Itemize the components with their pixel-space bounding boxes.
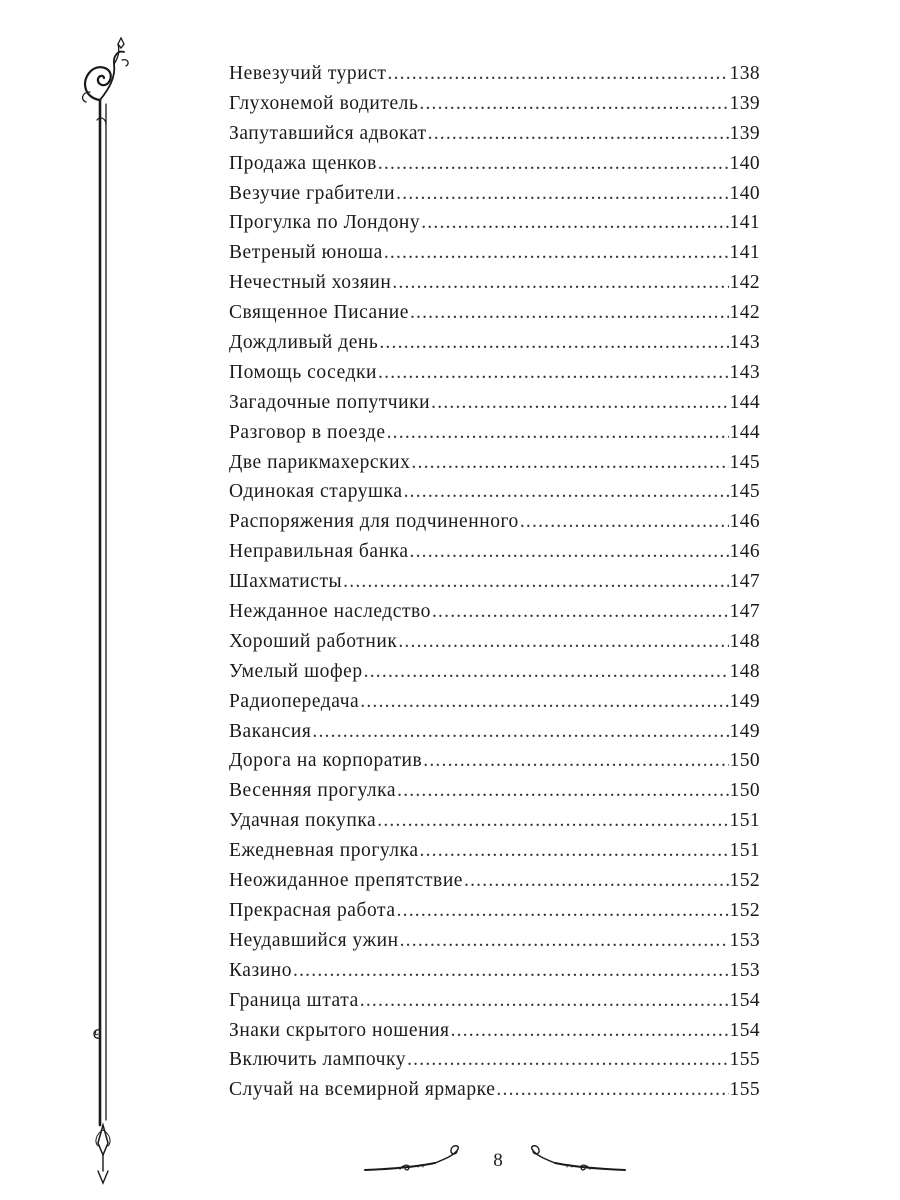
toc-entry-title: Прекрасная работа: [229, 899, 396, 921]
toc-entry-page: 146: [729, 511, 760, 533]
toc-entry-title: Нечестный хозяин: [229, 272, 392, 294]
toc-entry-page: 154: [729, 989, 760, 1011]
bottom-flourish-icon: [96, 1125, 110, 1183]
toc-entry-title: Граница штата: [229, 989, 359, 1011]
toc-entry-title: Одинокая старушка: [229, 481, 403, 503]
toc-entry-page: 149: [729, 720, 760, 742]
dot-leader: [360, 687, 728, 717]
dot-leader: [343, 567, 728, 597]
toc-entry-page: 155: [729, 1049, 760, 1071]
toc-entry-page: 138: [729, 63, 760, 84]
toc-entry: [229, 388, 760, 418]
dot-leader: [397, 776, 728, 806]
toc-entry-title: Неправильная банка: [229, 541, 409, 563]
toc-entry-title: Случай на всемирной ярмарке: [229, 1079, 496, 1101]
toc-entry-title: Знаки скрытого ношения: [229, 1019, 450, 1041]
dot-leader: [496, 1075, 728, 1105]
toc-entry: [229, 687, 760, 717]
toc-entry-page: 142: [729, 302, 760, 324]
toc-entry-title: Казино: [229, 959, 293, 981]
dot-leader: [464, 866, 729, 896]
dot-leader: [451, 1016, 729, 1046]
toc-entry-title: Продажа щенков: [229, 152, 377, 174]
dot-leader: [312, 717, 728, 747]
dot-leader: [293, 956, 729, 986]
toc-entry: [229, 896, 760, 926]
dot-leader: [410, 298, 729, 328]
toc-entry: [229, 866, 760, 896]
toc-entry-title: Неожиданное препятствие: [229, 870, 464, 892]
dot-leader: [423, 746, 728, 776]
dot-leader: [392, 268, 728, 298]
dot-leader: [410, 537, 729, 567]
toc-entry-page: 139: [729, 122, 760, 144]
toc-entry: [229, 657, 760, 687]
toc-entry-page: 152: [729, 870, 760, 892]
toc-entry-page: 147: [729, 571, 760, 593]
dot-leader: [379, 328, 728, 358]
toc-entry-title: Везучие грабители: [229, 182, 396, 204]
toc-entry-page: 143: [729, 332, 760, 354]
toc-entry: [229, 507, 760, 537]
swirl-flourish-icon: [365, 1146, 458, 1170]
toc-entry: [229, 1075, 760, 1105]
table-of-contents: [229, 59, 760, 1105]
toc-entry-title: Вакансия: [229, 720, 312, 742]
page-number: 8: [493, 1150, 503, 1171]
dot-leader: [420, 836, 729, 866]
toc-entry-title: Помощь соседки: [229, 361, 378, 383]
toc-entry-title: Прогулка по Лондону: [229, 212, 421, 234]
toc-entry-title: Удачная покупка: [229, 810, 377, 832]
dot-leader: [388, 59, 729, 89]
toc-entry-page: 144: [729, 391, 760, 413]
toc-entry-title: Две парикмахерских: [229, 451, 411, 473]
toc-entry: [229, 208, 760, 238]
toc-entry-title: Разговор в поезде: [229, 421, 386, 443]
toc-entry-title: Радиопередача: [229, 690, 360, 712]
toc-entry-title: Весенняя прогулка: [229, 780, 397, 802]
toc-entry-title: Нежданное наследство: [229, 601, 431, 623]
dot-leader: [407, 1045, 728, 1075]
toc-entry: [229, 806, 760, 836]
dot-leader: [421, 208, 728, 238]
toc-entry: [229, 746, 760, 776]
toc-entry: [229, 268, 760, 298]
toc-entry-page: 147: [729, 601, 760, 623]
toc-entry-title: Невезучий турист: [229, 63, 387, 84]
toc-entry-page: 148: [729, 660, 760, 682]
toc-entry-page: 153: [729, 929, 760, 951]
dot-leader: [378, 149, 729, 179]
toc-entry-page: 143: [729, 361, 760, 383]
toc-entry-page: 142: [729, 272, 760, 294]
dot-leader: [384, 238, 729, 268]
toc-entry-page: 150: [729, 750, 760, 772]
toc-entry: [229, 89, 760, 119]
toc-entry: [229, 238, 760, 268]
toc-entry-page: 154: [729, 1019, 760, 1041]
toc-entry-title: Дорога на корпоратив: [229, 750, 423, 772]
toc-entry-page: 141: [729, 242, 760, 264]
swirl-flourish-icon: [532, 1146, 625, 1170]
toc-entry: [229, 418, 760, 448]
toc-entry: [229, 926, 760, 956]
toc-entry-title: Распоряжения для подчиненного: [229, 511, 519, 533]
toc-entry: [229, 836, 760, 866]
toc-entry: [229, 1016, 760, 1046]
toc-entry-page: 149: [729, 690, 760, 712]
toc-entry-page: 146: [729, 541, 760, 563]
dot-leader: [360, 986, 729, 1016]
toc-entry-title: Священное Писание: [229, 302, 409, 324]
toc-entry-title: Включить лампочку: [229, 1049, 407, 1071]
toc-entry: [229, 119, 760, 149]
toc-entry-page: 153: [729, 959, 760, 981]
dot-leader: [377, 806, 728, 836]
scroll-flourish-icon: [83, 38, 129, 102]
toc-entry: [229, 448, 760, 478]
dot-leader: [387, 418, 729, 448]
toc-entry: [229, 358, 760, 388]
toc-entry-page: 139: [729, 92, 760, 114]
dot-leader: [428, 119, 729, 149]
toc-entry: [229, 59, 760, 89]
dot-leader: [411, 448, 728, 478]
toc-entry: [229, 1045, 760, 1075]
left-border-ornament: [70, 30, 140, 1200]
dot-leader: [364, 657, 729, 687]
toc-entry: [229, 717, 760, 747]
toc-entry: [229, 567, 760, 597]
toc-entry: [229, 149, 760, 179]
toc-entry-page: 150: [729, 780, 760, 802]
toc-entry: [229, 537, 760, 567]
toc-entry-page: 140: [729, 182, 760, 204]
toc-entry: [229, 179, 760, 209]
toc-entry-page: 148: [729, 630, 760, 652]
toc-entry-title: Ветреный юноша: [229, 242, 383, 264]
toc-entry-title: Дождливый день: [229, 332, 379, 354]
toc-entry: [229, 776, 760, 806]
toc-entry-title: Хороший работник: [229, 630, 398, 652]
dot-leader: [378, 358, 729, 388]
toc-entry: [229, 298, 760, 328]
dot-leader: [400, 926, 729, 956]
toc-entry: [229, 328, 760, 358]
toc-entry-page: 145: [729, 451, 760, 473]
toc-entry-page: 155: [729, 1079, 760, 1101]
toc-entry-title: Умелый шофер: [229, 660, 363, 682]
toc-entry-page: 145: [729, 481, 760, 503]
toc-entry-title: Загадочные попутчики: [229, 391, 431, 413]
dot-leader: [397, 896, 729, 926]
toc-entry-page: 141: [729, 212, 760, 234]
toc-entry-title: Запутавшийся адвокат: [229, 122, 427, 144]
toc-entry-page: 152: [729, 899, 760, 921]
dot-leader: [396, 179, 728, 209]
toc-entry-page: 151: [729, 840, 760, 862]
dot-leader: [404, 477, 729, 507]
toc-entry-title: Шахматисты: [229, 571, 343, 593]
dot-leader: [520, 507, 729, 537]
toc-entry-title: Ежедневная прогулка: [229, 840, 419, 862]
dot-leader: [398, 627, 728, 657]
toc-entry: [229, 956, 760, 986]
toc-entry-page: 140: [729, 152, 760, 174]
dot-leader: [432, 597, 729, 627]
toc-entry: [229, 627, 760, 657]
toc-entry: [229, 986, 760, 1016]
toc-entry-page: 151: [729, 810, 760, 832]
toc-entry: [229, 477, 760, 507]
toc-entry: [229, 597, 760, 627]
toc-entry-page: 144: [729, 421, 760, 443]
dot-leader: [419, 89, 728, 119]
dot-leader: [431, 388, 728, 418]
toc-entry-title: Неудавшийся ужин: [229, 929, 399, 951]
toc-entry-title: Глухонемой водитель: [229, 92, 419, 114]
